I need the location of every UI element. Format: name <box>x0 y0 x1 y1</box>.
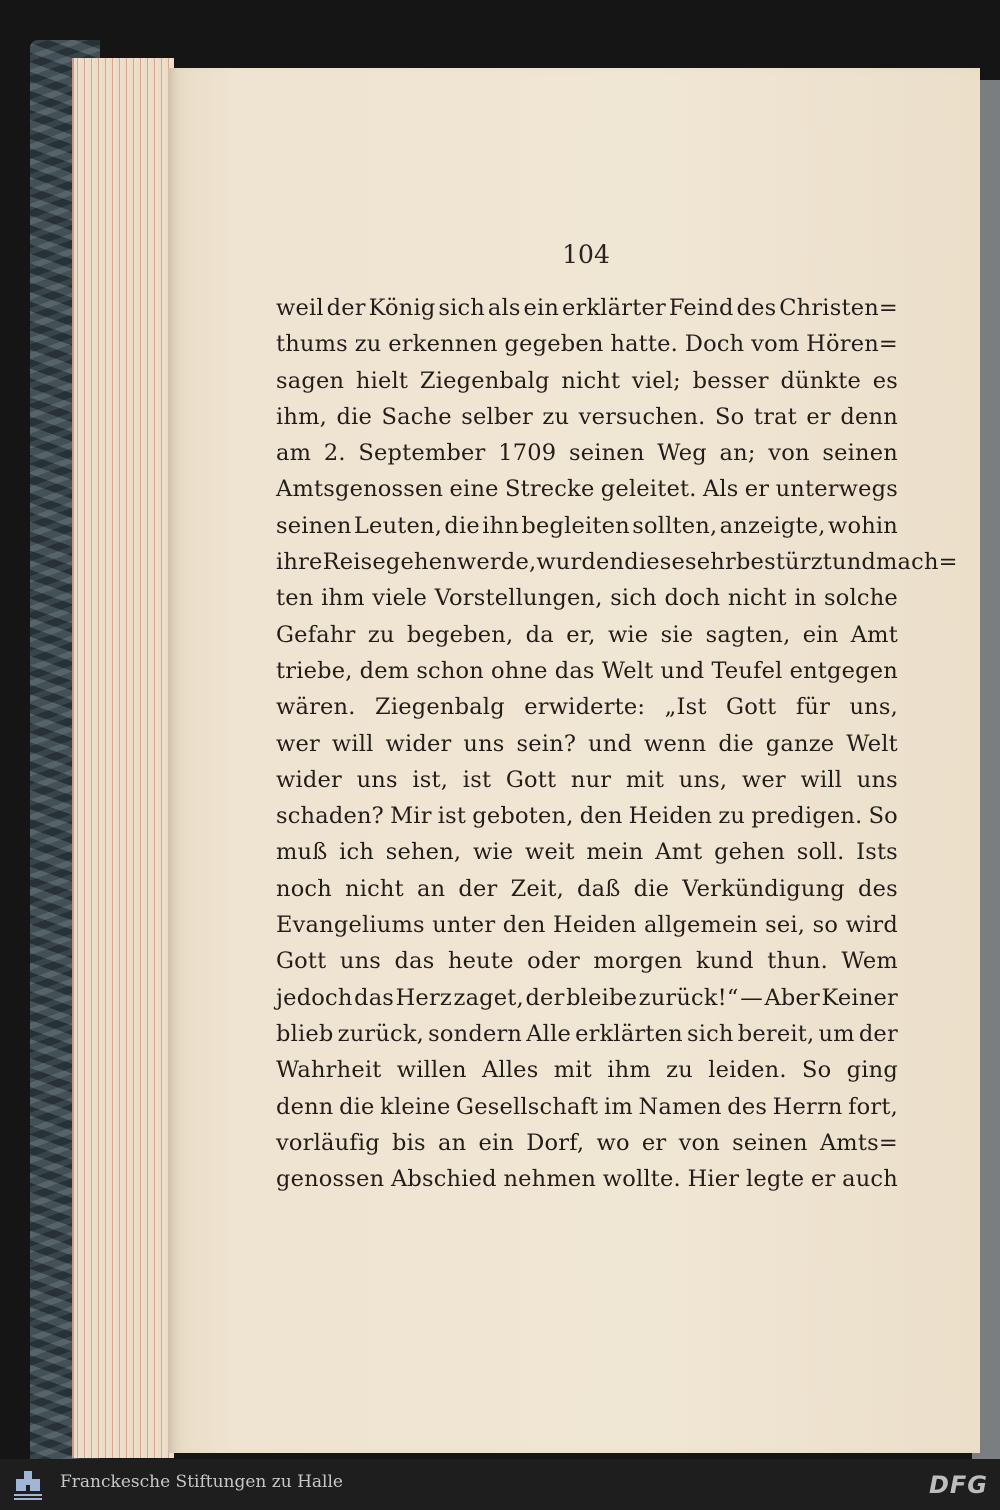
text-line: Amtsgenossen eine Strecke geleitet. Als er unterwegs <box>276 476 898 503</box>
text-line: wären. Ziegenbalg erwiderte: „Ist Gott für uns, <box>276 694 898 721</box>
text-line: seinen Leuten, die ihn begleiten sollten, anzeigte, wohin <box>276 512 898 539</box>
text-line: Gott uns das heute oder morgen kund thun. Wem <box>276 948 898 975</box>
text-line: genossen Abschied nehmen wollte. Hier legte er auch <box>276 1166 898 1193</box>
franckesche-stiftungen-logo-icon <box>10 1467 46 1503</box>
text-line: wider uns ist, ist Gott nur mit uns, wer will uns <box>276 766 898 793</box>
text-line: schaden? Mir ist geboten, den Heiden zu predigen. So <box>276 803 898 830</box>
text-line: noch nicht an der Zeit, daß die Verkündigung des <box>276 875 898 902</box>
text-line: Evangeliums unter den Heiden allgemein sei, so wird <box>276 912 898 939</box>
text-line: Gefahr zu begeben, da er, wie sie sagten, ein Amt <box>276 621 898 648</box>
text-line: triebe, dem schon ohne das Welt und Teufel entgegen <box>276 657 898 684</box>
text-line: am 2. September 1709 seinen Weg an; von seinen <box>276 440 898 467</box>
text-line: ihre Reise gehen werde, wurden diese sehr bestürzt und mach= <box>276 549 958 576</box>
text-line: wer will wider uns sein? und wenn die ganze Welt <box>276 730 898 757</box>
text-line: Wahrheit willen Alles mit ihm zu leiden. So ging <box>276 1057 898 1084</box>
page-number: 104 <box>562 240 610 269</box>
text-line: denn die kleine Gesellschaft im Namen des Herrn fort, <box>276 1093 898 1120</box>
footer-bar <box>0 1459 1000 1510</box>
footer-label: Franckesche Stiftungen zu Halle <box>60 1472 343 1492</box>
text-line: ihm, die Sache selber zu versuchen. So trat er denn <box>276 403 898 430</box>
text-line: muß ich sehen, wie weit mein Amt gehen soll. Ists <box>276 839 898 866</box>
page-edges <box>72 58 174 1458</box>
text-line: weil der König sich als ein erklärter Feind des Christen= <box>276 295 898 321</box>
text-line: vorläufig bis an ein Dorf, wo er von seinen Amts= <box>276 1129 898 1156</box>
text-line: sagen hielt Ziegenbalg nicht viel; besser dünkte es <box>276 367 898 394</box>
page-body-text <box>276 290 958 1197</box>
book-page <box>168 68 980 1453</box>
text-line: ten ihm viele Vorstellungen, sich doch nicht in solche <box>276 585 898 612</box>
text-line: thums zu erkennen gegeben hatte. Doch vom Hören= <box>276 331 898 358</box>
dfg-logo: DFG <box>928 1471 988 1499</box>
text-line: jedoch das Herz zaget, der bleibe zurück!“ — Aber Keiner <box>276 984 898 1011</box>
text-line: blieb zurück, sondern Alle erklärten sich bereit, um der <box>276 1020 898 1047</box>
